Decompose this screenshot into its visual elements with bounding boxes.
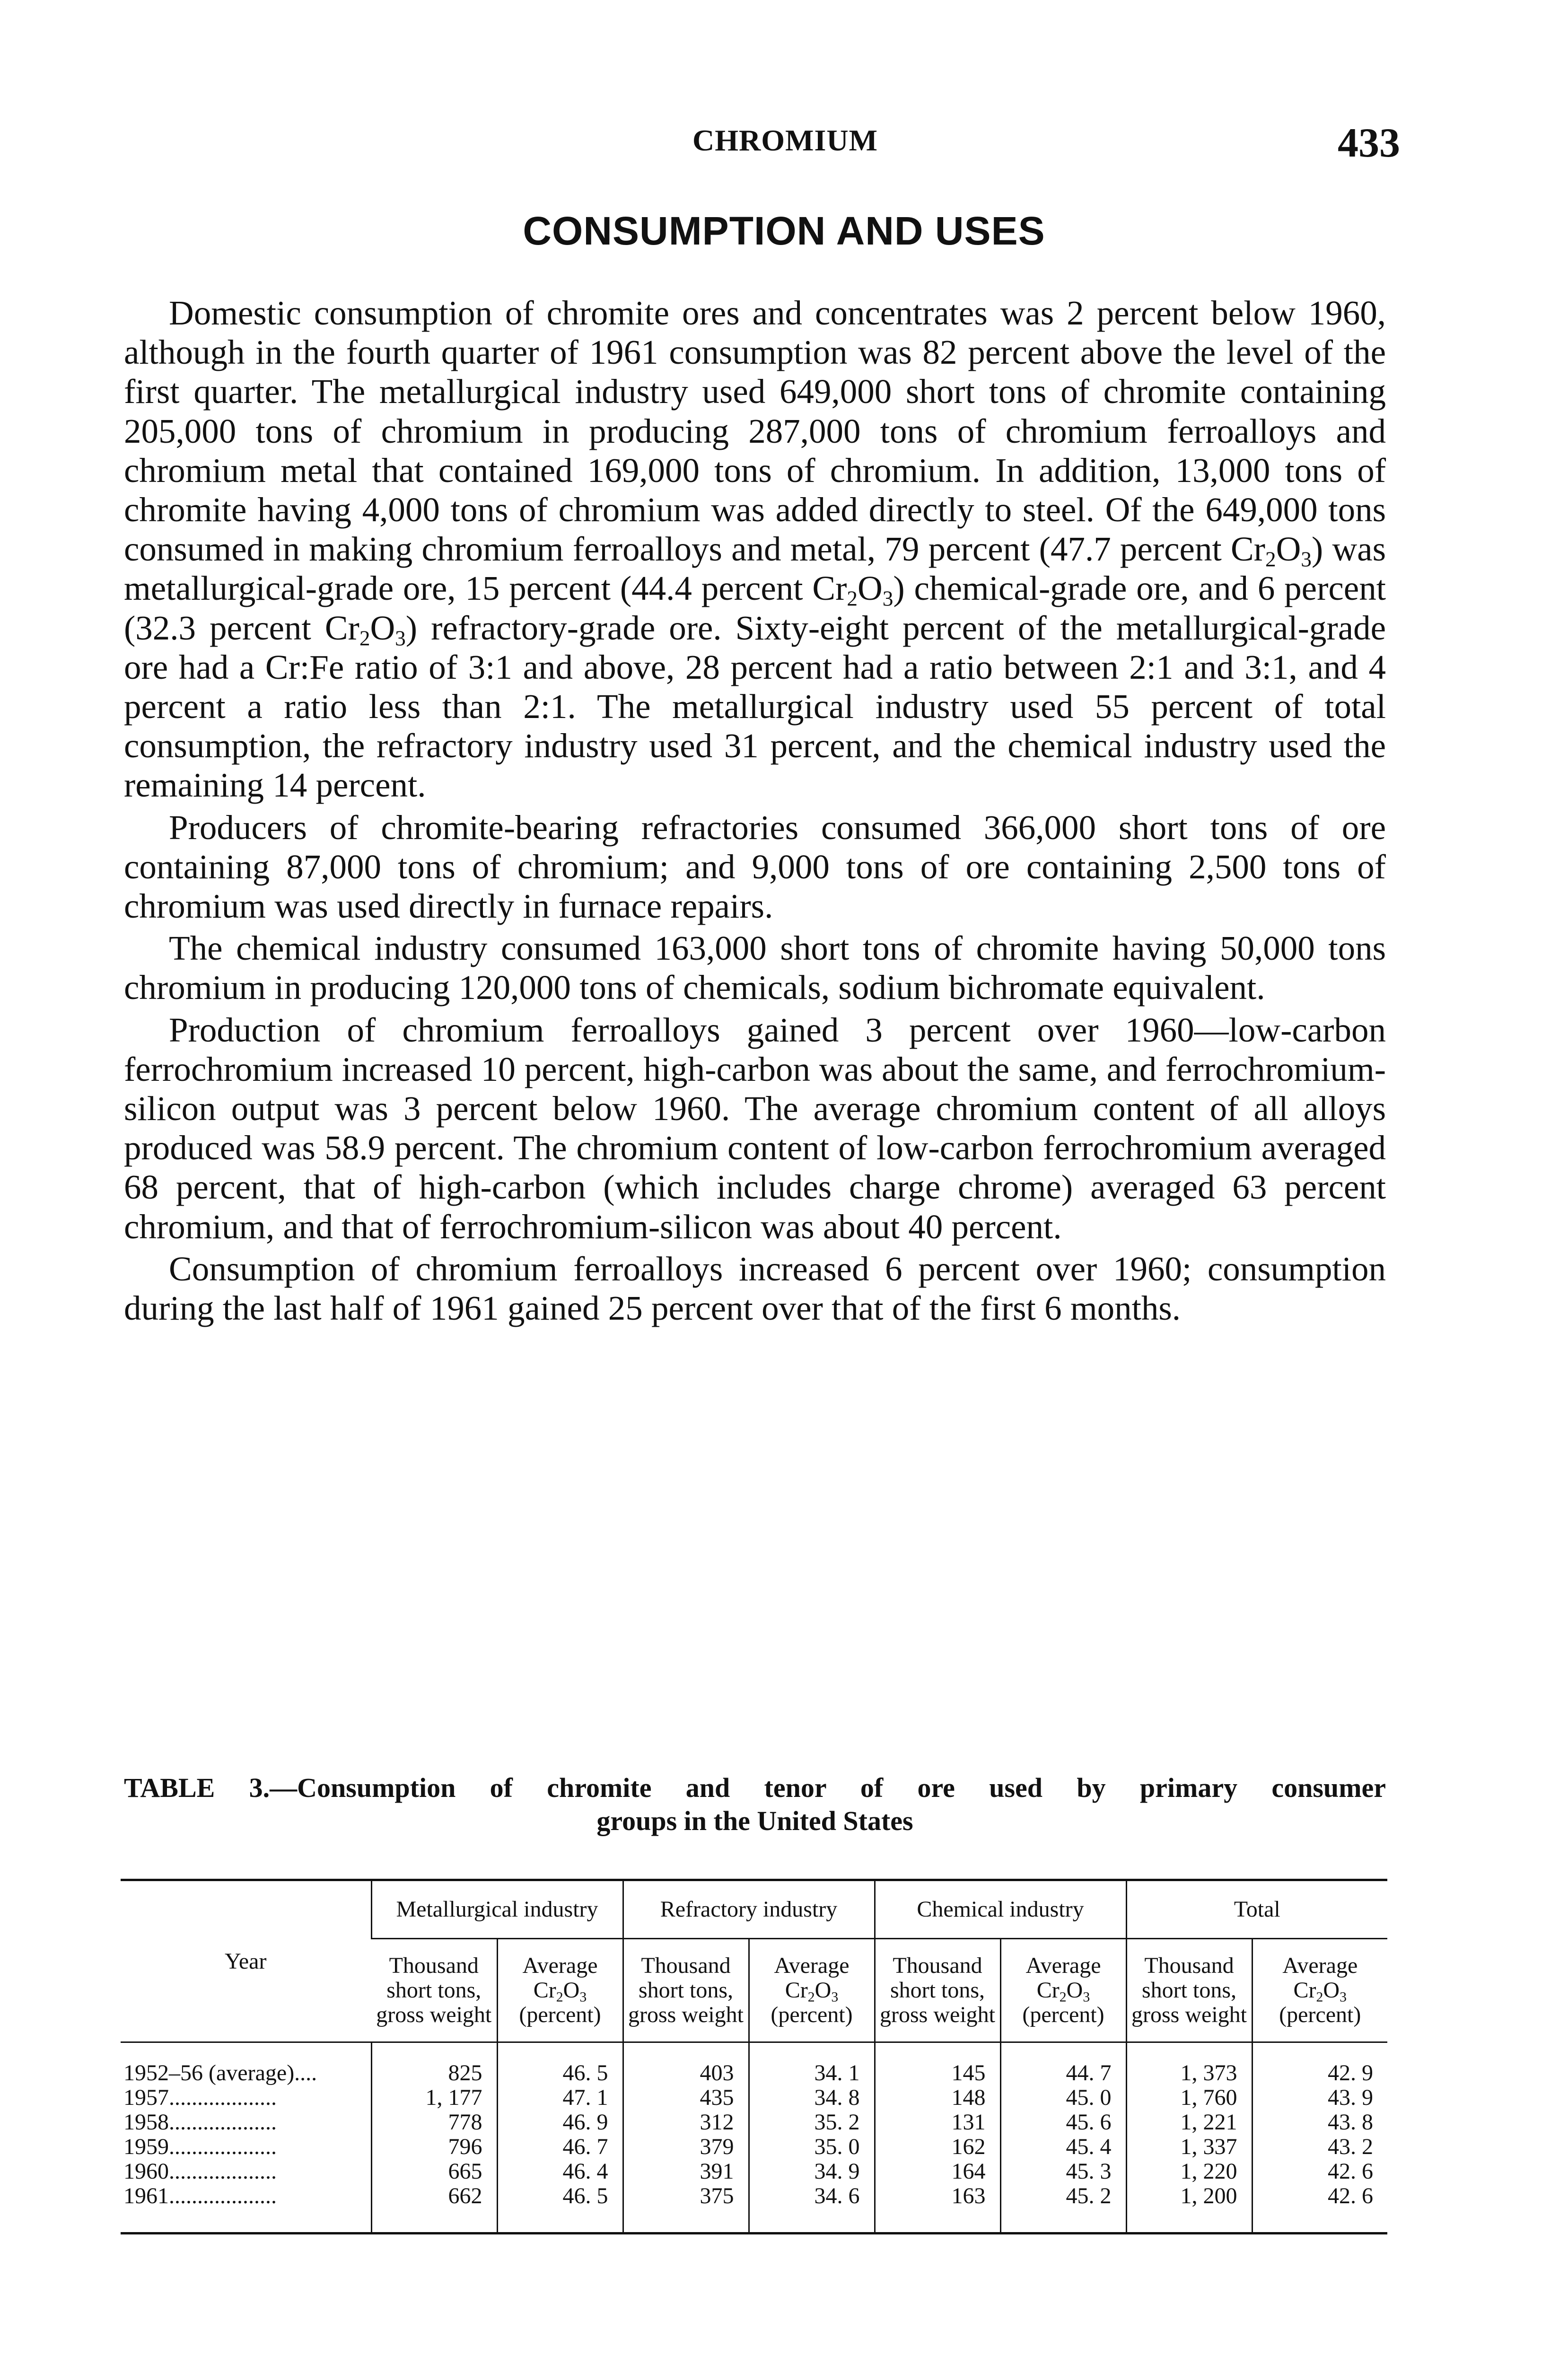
total-tons-cell: 1, 760	[1126, 2085, 1252, 2110]
year-cell: 1961...................	[121, 2184, 371, 2234]
metallurgical-tons-cell: 778	[371, 2110, 497, 2135]
column-header-tons: Thousand short tons, gross weight	[371, 1939, 497, 2042]
refractory-avg-cell: 35. 0	[749, 2135, 875, 2159]
page-number: 433	[1338, 120, 1400, 166]
refractory-avg-cell: 34. 8	[749, 2085, 875, 2110]
chemical-tons-cell: 131	[875, 2110, 1000, 2135]
column-group-metallurgical: Metallurgical industry	[371, 1880, 623, 1939]
column-group-total: Total	[1126, 1880, 1387, 1939]
column-header-average: Average $Cr_2O_3$ (percent)	[1000, 1939, 1126, 2042]
table-row	[121, 2042, 1387, 2086]
refractory-tons-cell: 375	[623, 2184, 749, 2234]
refractory-avg-cell: 34. 9	[749, 2159, 875, 2184]
running-head: CHROMIUM	[692, 123, 878, 157]
total-tons-cell: 1, 221	[1126, 2110, 1252, 2135]
chromite-consumption-table	[121, 1879, 1387, 2234]
column-group-refractory: Refractory industry	[623, 1880, 875, 1939]
total-tons-cell: 1, 373	[1126, 2042, 1252, 2086]
metallurgical-avg-cell: 46. 7	[497, 2135, 623, 2159]
refractory-tons-cell: 312	[623, 2110, 749, 2135]
total-tons-cell: 1, 200	[1126, 2184, 1252, 2234]
chemical-avg-cell: 45. 6	[1000, 2110, 1126, 2135]
table-caption-line-1: TABLE 3.—Consumption of chromite and tenor of ore used by primary consumer	[124, 1772, 1386, 1803]
chemical-tons-cell: 163	[875, 2184, 1000, 2234]
metallurgical-avg-cell: 47. 1	[497, 2085, 623, 2110]
metallurgical-avg-cell: 46. 9	[497, 2110, 623, 2135]
column-header-tons: Thousand short tons, gross weight	[1126, 1939, 1252, 2042]
total-avg-cell: 43. 9	[1252, 2085, 1387, 2110]
chemical-avg-cell: 45. 2	[1000, 2184, 1126, 2234]
metallurgical-tons-cell: 665	[371, 2159, 497, 2184]
total-tons-cell: 1, 337	[1126, 2135, 1252, 2159]
metallurgical-tons-cell: 662	[371, 2184, 497, 2234]
refractory-avg-cell: 35. 2	[749, 2110, 875, 2135]
table-caption-line-2: groups in the United States	[596, 1805, 913, 1836]
metallurgical-avg-cell: 46. 5	[497, 2042, 623, 2086]
paragraph-chemical: The chemical industry consumed 163,000 short tons of chromite having 50,000 tons chromium in producing 120,000 tons of chemicals, sodium bichromate equivalent.	[124, 929, 1386, 1007]
year-cell: 1959...................	[123, 2134, 277, 2159]
chemical-tons-cell: 164	[875, 2159, 1000, 2184]
column-header-average: Average $Cr_2O_3$ (percent)	[749, 1939, 875, 2042]
year-cell: 1952–56 (average)....	[123, 2060, 317, 2085]
chemical-tons-cell: 162	[875, 2135, 1000, 2159]
total-tons-cell: 1, 220	[1126, 2159, 1252, 2184]
metallurgical-tons-cell: 796	[371, 2135, 497, 2159]
chemical-avg-cell: 45. 0	[1000, 2085, 1126, 2110]
table-row	[121, 2110, 1387, 2135]
total-avg-cell: 42. 6	[1252, 2159, 1387, 2184]
column-header-average: Average $Cr_2O_3$ (percent)	[497, 1939, 623, 2042]
metallurgical-tons-cell: 825	[371, 2042, 497, 2086]
year-cell: 1960...................	[123, 2159, 277, 2184]
metallurgical-tons-cell: 1, 177	[371, 2085, 497, 2110]
section-title: CONSUMPTION AND USES	[523, 209, 1045, 253]
total-avg-cell: 42. 6	[1252, 2184, 1387, 2234]
table-row	[121, 2184, 1387, 2234]
total-avg-cell: 43. 8	[1252, 2110, 1387, 2135]
refractory-tons-cell: 435	[623, 2085, 749, 2110]
table-row	[121, 2159, 1387, 2184]
refractory-tons-cell: 403	[623, 2042, 749, 2086]
table-caption	[124, 1771, 1386, 1838]
metallurgical-avg-cell: 46. 4	[497, 2159, 623, 2184]
metallurgical-avg-cell: 46. 5	[497, 2184, 623, 2234]
refractory-avg-cell: 34. 6	[749, 2184, 875, 2234]
chemical-tons-cell: 145	[875, 2042, 1000, 2086]
column-group-chemical: Chemical industry	[875, 1880, 1126, 1939]
column-header-tons: Thousand short tons, gross weight	[623, 1939, 749, 2042]
table-row	[121, 2085, 1387, 2110]
year-cell: 1957...................	[123, 2085, 277, 2110]
refractory-tons-cell: 379	[623, 2135, 749, 2159]
column-header-year: Year	[121, 1880, 371, 2042]
paragraph-ferroalloy-consumption: Consumption of chromium ferroalloys increased 6 percent over 1960; consumption during the last half of 1961 gained 25 percent over that of the first 6 months.	[124, 1249, 1386, 1328]
year-cell: 1958...................	[123, 2110, 277, 2135]
paragraph-consumption-overview: Domestic consumption of chromite ores and concentrates was 2 percent below 1960, although in the fourth quarter of 1961 consumption was 82 percent above the level of the first quarter. The metallurgical industry used 649,000 short tons of chromite containing 205,000 tons of chromium in producing 287,000 tons of chromium ferroalloys and chromium metal that contained 169,000 tons of chromium. In addition, 13,000 tons of chromite having 4,000 tons of chromium was added directly to steel. Of the 649,000 tons consumed in making chromium ferroalloys and metal, 79 percent (47.7 percent $Cr_2O_3$) was metallurgical-grade ore, 15 percent (44.4 percent $Cr_2O_3$) chemical-grade ore, and 6 percent (32.3 percent $Cr_2O_3$) refractory-grade ore. Sixty-eight percent of the metallurgical-grade ore had a Cr:Fe ratio of 3:1 and above, 28 percent had a ratio between 2:1 and 3:1, and 4 percent a ratio less than 2:1. The metallurgical industry used 55 percent of total consumption, the refractory industry used 31 percent, and the chemical industry used the remaining 14 percent.	[124, 294, 1386, 805]
chemical-avg-cell: 45. 4	[1000, 2135, 1126, 2159]
column-header-average: Average $Cr_2O_3$ (percent)	[1252, 1939, 1387, 2042]
refractory-avg-cell: 34. 1	[749, 2042, 875, 2086]
total-avg-cell: 42. 9	[1252, 2042, 1387, 2086]
paragraph-refractories: Producers of chromite-bearing refractories consumed 366,000 short tons of ore containing 87,000 tons of chromium; and 9,000 tons of ore containing 2,500 tons of chromium was used directly in furnace repairs.	[124, 808, 1386, 926]
body-text	[124, 293, 1386, 1328]
refractory-tons-cell: 391	[623, 2159, 749, 2184]
chemical-avg-cell: 45. 3	[1000, 2159, 1126, 2184]
table-row	[121, 2135, 1387, 2159]
chemical-avg-cell: 44. 7	[1000, 2042, 1126, 2086]
chemical-tons-cell: 148	[875, 2085, 1000, 2110]
total-avg-cell: 43. 2	[1252, 2135, 1387, 2159]
paragraph-ferroalloy-production: Production of chromium ferroalloys gained 3 percent over 1960—low-carbon ferrochromium increased 10 percent, high-carbon was about the same, and ferrochromium-silicon output was 3 percent below 1960. The average chromium content of all alloys produced was 58.9 percent. The chromium content of low-carbon ferrochromium averaged 68 percent, that of high-carbon (which includes charge chrome) averaged 63 percent chromium, and that of ferrochromium-silicon was about 40 percent.	[124, 1010, 1386, 1246]
column-header-tons: Thousand short tons, gross weight	[875, 1939, 1000, 2042]
